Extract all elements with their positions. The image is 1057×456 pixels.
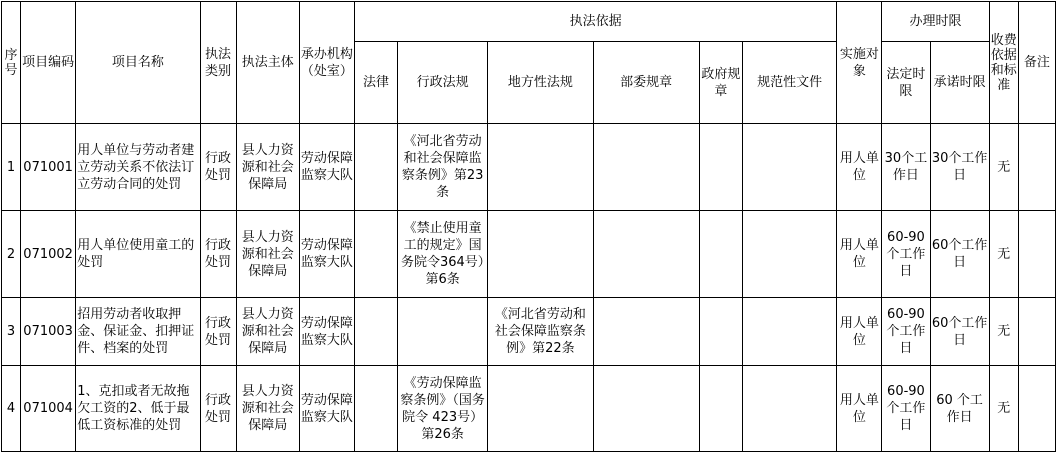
- cell-normative-doc: [742, 211, 836, 298]
- header-law: 法律: [354, 42, 397, 124]
- cell-gov-rule: [699, 211, 742, 298]
- cell-gov-rule: [699, 124, 742, 211]
- cell-remark: [1018, 211, 1055, 298]
- cell-gov-rule: [699, 298, 742, 366]
- cell-promise-time: 60个工作日: [930, 298, 989, 366]
- header-code: 项目编码: [21, 2, 76, 124]
- header-admin-reg: 行政法规: [398, 42, 488, 124]
- cell-promise-time: 30个工作日: [930, 124, 989, 211]
- cell-code: 071003: [21, 298, 76, 366]
- cell-category: 行政处罚: [200, 298, 236, 366]
- header-gov-rule: 政府规章: [699, 42, 742, 124]
- header-legal-time: 法定时限: [882, 42, 930, 124]
- cell-promise-time: 60个工作日: [930, 211, 989, 298]
- cell-name: 用人单位使用童工的处罚: [76, 211, 200, 298]
- cell-law: [354, 211, 397, 298]
- cell-law: [354, 124, 397, 211]
- cell-name: 招用劳动者收取押金、保证金、扣押证件、档案的处罚: [76, 298, 200, 366]
- cell-dept: 劳动保障监察大队: [299, 211, 354, 298]
- cell-normative-doc: [742, 366, 836, 452]
- header-name: 项目名称: [76, 2, 200, 124]
- cell-ministry-rule: [593, 366, 699, 452]
- header-target: 实施对象: [837, 2, 882, 124]
- cell-fee: 无: [989, 124, 1018, 211]
- cell-target: 用人单位: [837, 298, 882, 366]
- header-local-reg: 地方性法规: [488, 42, 593, 124]
- cell-code: 071001: [21, 124, 76, 211]
- table-row: [2, 298, 1056, 366]
- header-time: 办理时限: [882, 2, 989, 42]
- cell-dept: 劳动保障监察大队: [299, 366, 354, 452]
- header-basis: 执法依据: [354, 2, 836, 42]
- cell-code: 071004: [21, 366, 76, 452]
- cell-dept: 劳动保障监察大队: [299, 298, 354, 366]
- header-dept: 承办机构（处室）: [299, 2, 354, 124]
- header-ministry-rule: 部委规章: [593, 42, 699, 124]
- cell-legal-time: 30个工作日: [882, 124, 930, 211]
- cell-fee: 无: [989, 366, 1018, 452]
- cell-admin-reg: 《劳动保障监察条例》（国务院令 423号）第26条: [398, 366, 488, 452]
- cell-legal-time: 60-90个工作日: [882, 211, 930, 298]
- cell-remark: [1018, 366, 1055, 452]
- cell-law: [354, 366, 397, 452]
- cell-subject: 县人力资源和社会保障局: [236, 124, 299, 211]
- cell-gov-rule: [699, 366, 742, 452]
- table-row: [2, 211, 1056, 298]
- header-remark: 备注: [1018, 2, 1055, 124]
- cell-subject: 县人力资源和社会保障局: [236, 211, 299, 298]
- cell-target: 用人单位: [837, 366, 882, 452]
- cell-seq: 4: [2, 366, 21, 452]
- cell-remark: [1018, 298, 1055, 366]
- cell-seq: 1: [2, 124, 21, 211]
- header-category: 执法类别: [200, 2, 236, 124]
- cell-fee: 无: [989, 211, 1018, 298]
- header-seq: 序号: [2, 2, 21, 124]
- cell-law: [354, 298, 397, 366]
- cell-code: 071002: [21, 211, 76, 298]
- cell-dept: 劳动保障监察大队: [299, 124, 354, 211]
- cell-local-reg: [488, 124, 593, 211]
- cell-seq: 2: [2, 211, 21, 298]
- cell-name: 用人单位与劳动者建立劳动关系不依法订立劳动合同的处罚: [76, 124, 200, 211]
- table-row: [2, 366, 1056, 452]
- cell-subject: 县人力资源和社会保障局: [236, 298, 299, 366]
- cell-promise-time: 60 个工作日: [930, 366, 989, 452]
- cell-legal-time: 60-90个工作日: [882, 298, 930, 366]
- header-normative-doc: 规范性文件: [742, 42, 836, 124]
- cell-ministry-rule: [593, 211, 699, 298]
- cell-fee: 无: [989, 298, 1018, 366]
- cell-category: 行政处罚: [200, 211, 236, 298]
- cell-normative-doc: [742, 124, 836, 211]
- cell-local-reg: 《河北省劳动和社会保障监察条例》第22条: [488, 298, 593, 366]
- cell-ministry-rule: [593, 124, 699, 211]
- cell-target: 用人单位: [837, 211, 882, 298]
- header-fee: 收费依据和标准: [989, 2, 1018, 124]
- cell-seq: 3: [2, 298, 21, 366]
- cell-category: 行政处罚: [200, 124, 236, 211]
- cell-local-reg: [488, 211, 593, 298]
- header-subject: 执法主体: [236, 2, 299, 124]
- cell-subject: 县人力资源和社会保障局: [236, 366, 299, 452]
- enforcement-table: [1, 1, 1056, 452]
- cell-target: 用人单位: [837, 124, 882, 211]
- table-row: [2, 124, 1056, 211]
- cell-admin-reg: 《河北省劳动和社会保障监察条例》第23条: [398, 124, 488, 211]
- cell-normative-doc: [742, 298, 836, 366]
- cell-local-reg: [488, 366, 593, 452]
- cell-admin-reg: 《禁止使用童工的规定》国务院令364号）第6条: [398, 211, 488, 298]
- cell-remark: [1018, 124, 1055, 211]
- header-promise-time: 承诺时限: [930, 42, 989, 124]
- cell-name: 1、克扣或者无故拖欠工资的2、低于最低工资标准的处罚: [76, 366, 200, 452]
- cell-ministry-rule: [593, 298, 699, 366]
- cell-admin-reg: [398, 298, 488, 366]
- cell-category: 行政处罚: [200, 366, 236, 452]
- cell-legal-time: 60-90个工作日: [882, 366, 930, 452]
